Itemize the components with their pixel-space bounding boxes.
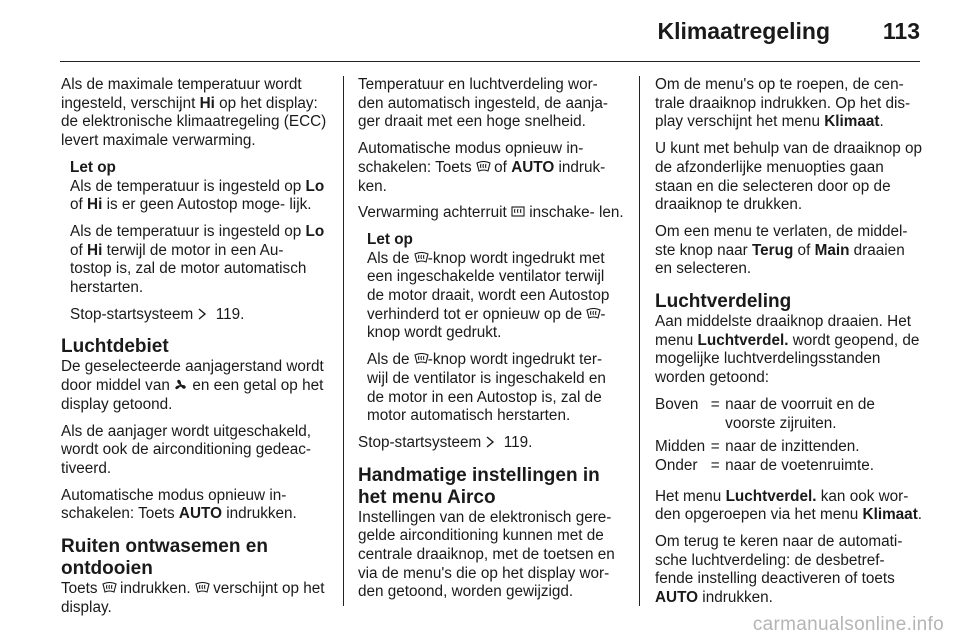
paragraph-manual-settings: Instellingen van de elektronisch gere- gelde airconditioning kunnen met de centrale draaiknop, met de toetsen en via de menu's die op het display wor- den getoond, worden gewijzigd. [358, 508, 615, 601]
paragraph-auto-mode: Automatische modus opnieuw in- schakelen: Toets AUTO indrukken. [61, 486, 297, 523]
windscreen-defrost-icon [102, 582, 116, 594]
page-title: Klimaatregeling [657, 18, 830, 44]
paragraph-fan-level: De geselecteerde aanjagerstand wordt door middel van en een getal op het display getoond. [61, 358, 324, 413]
heading-luchtdebiet: Luchtdebiet [61, 336, 169, 358]
definition-row: Onder = naar de voetenruimte. [655, 456, 874, 474]
paragraph-distribution-menu: Aan middelste draaiknop draaien. Het menu Luchtverdel. wordt geopend, de mogelijke luchtverdelingsstanden worden getoond: [655, 313, 920, 387]
page-number: 113 [882, 18, 920, 44]
paragraph-auto-mode-2: Automatische modus opnieuw in- schakelen: Toets of AUTO indruk- ken. [358, 140, 606, 195]
paragraph-max-temp: Als de maximale temperatuur wordt ingesteld, verschijnt Hi op het display: de elektronische klimaatregeling (ECC) levert maximale verwarming. [61, 76, 327, 150]
windscreen-defrost-icon [414, 353, 428, 365]
cross-reference[interactable]: Stop-startsysteem 119. [70, 305, 245, 323]
note-paragraph-2: Als de temperatuur is ingesteld op Lo of Hi terwijl de motor in een Au- tostop is, zal de motor automatisch herstarten. [70, 222, 325, 297]
header-rule [60, 61, 920, 62]
note-block-1 [61, 159, 329, 325]
windscreen-defrost-icon [476, 161, 490, 173]
cross-reference[interactable]: Stop-startsysteem 119. [358, 433, 533, 451]
windscreen-defrost-icon [414, 252, 428, 264]
column-divider-2 [639, 76, 640, 606]
paragraph-rear-heating: Verwarming achterruit inschake- len. [358, 204, 624, 222]
paragraph-leave-menu: Om een menu te verlaten, de middel- ste knop naar Terug of Main draaien en selecteren. [655, 222, 908, 278]
windscreen-defrost-icon [195, 582, 209, 594]
note-paragraph-2: Als de -knop wordt ingedrukt ter- wijl de ventilator is ingeschakeld en de motor in een Autostop is, zal de motor automatisch herstarten. [367, 351, 606, 425]
column-3 [655, 76, 923, 616]
definition-row: Boven = naar de voorruit en de voorste zijruiten. [655, 395, 875, 432]
fan-icon [174, 379, 188, 391]
paragraph-open-menu: Om de menu's op te roepen, de cen- trale draaiknop indrukken. Op het dis- play verschijnt het menu Klimaat. [655, 76, 911, 131]
windscreen-defrost-icon [586, 308, 600, 320]
page-header [60, 14, 920, 58]
rear-window-heating-icon [511, 206, 525, 218]
note-paragraph-1: Als de -knop wordt ingedrukt met een ingeschakelde ventilator terwijl de motor draait, wordt een Autostop verhinderd tot er opnieuw op de - knop wordt gedrukt. [367, 249, 610, 342]
heading-handmatige-instellingen: Handmatige instellingen in het menu Airco [358, 464, 600, 508]
paragraph-fan-off: Als de aanjager wordt uitgeschakeld, wordt ook de airconditioning gedeac- tiveerd. [61, 422, 312, 477]
paragraph-distribution-menu-alt: Het menu Luchtverdel. kan ook wor- den opgeroepen via het menu Klimaat. [655, 487, 923, 524]
distribution-definition-list [655, 396, 923, 476]
heading-luchtverdeling: Luchtverdeling [655, 291, 792, 313]
paragraph-select-options: U kunt met behulp van de draaiknop op de afzonderlijke menuopties gaan staan en die selecteren door op de draaiknop te drukken. [655, 140, 923, 214]
definition-row: Midden = naar de inzittenden. [655, 438, 860, 456]
page-reference-arrow-icon [486, 436, 500, 448]
note-heading: Let op [70, 158, 116, 176]
column-divider-1 [343, 76, 344, 606]
paragraph-auto-settings: Temperatuur en luchtverdeling wor- den automatisch ingesteld, de aanja- ger draait met een hoge snelheid. [358, 76, 609, 131]
paragraph-return-auto: Om terug te keren naar de automati- sche luchtverdeling: de desbetref- fende instelling deactiveren of toets AUTO indrukken. [655, 533, 903, 607]
column-1 [61, 76, 329, 625]
note-paragraph-1: Als de temperatuur is ingesteld op Lo of Hi is er geen Autostop moge- lijk. [70, 177, 325, 214]
page-reference-arrow-icon [198, 308, 212, 320]
watermark: carmanualsonline.info [752, 614, 944, 635]
note-block-2 [358, 231, 624, 426]
heading-ontwasemen: Ruiten ontwasemen en ontdooien [61, 536, 268, 580]
note-heading: Let op [367, 230, 413, 248]
column-2 [358, 76, 624, 610]
paragraph-defog: Toets indrukken. verschijnt op het display. [61, 580, 325, 616]
